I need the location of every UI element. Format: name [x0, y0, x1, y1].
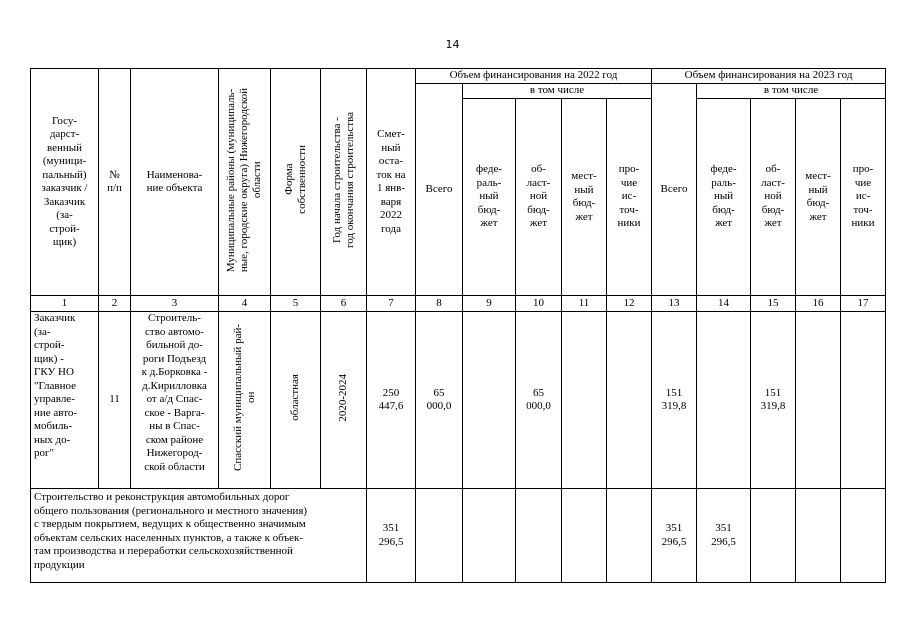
header-total-2023: Всего	[652, 84, 697, 296]
header-total-2022: Всего	[416, 84, 463, 296]
cell-municipality: Спасский муниципальный рай- он	[219, 312, 271, 489]
header-customer: Госу- дарст- венный (муници- пальный) заказчик / Заказчик (за- строй- щик)	[31, 69, 99, 296]
column-number: 11	[562, 296, 607, 312]
cell-other-2023	[841, 312, 886, 489]
cell-total-2023: 151 319,8	[652, 312, 697, 489]
header-num: № п/п	[99, 69, 131, 296]
cell-balance: 250 447,6	[367, 312, 416, 489]
cell-federal-2023	[697, 312, 751, 489]
summary-regional-2023	[751, 489, 796, 583]
cell-regional-2023: 151 319,8	[751, 312, 796, 489]
cell-years: 2020-2024	[321, 312, 367, 489]
column-number: 17	[841, 296, 886, 312]
column-numbers-row	[31, 296, 886, 312]
header-regional-2022: об- ласт- ной бюд- жет	[516, 99, 562, 296]
financing-table	[30, 68, 886, 583]
summary-other-2023	[841, 489, 886, 583]
cell-local-2022	[562, 312, 607, 489]
summary-total-2023: 351 296,5	[652, 489, 697, 583]
cell-object-name: Строитель- ство автомо- бильной до- роги Подъезд к д.Борковка - д.Кирилловка от а/д Спас- ское - Варга- ны в Спас- ском районе Нижегород- ской области	[131, 312, 219, 489]
cell-customer: Заказчик (за- строй- щик) - ГКУ НО "Главное управле- ние авто- мобиль- ных до- рог"	[31, 312, 99, 489]
column-number: 3	[131, 296, 219, 312]
summary-regional-2022	[516, 489, 562, 583]
header-object-name: Наименова- ние объекта	[131, 69, 219, 296]
cell-federal-2022	[463, 312, 516, 489]
summary-row	[31, 489, 886, 583]
header-balance: Смет- ный оста- ток на 1 янв- варя 2022 года	[367, 69, 416, 296]
header-federal-2023: феде- раль- ный бюд- жет	[697, 99, 751, 296]
column-number: 12	[607, 296, 652, 312]
summary-label: Строительство и реконструкция автомобильных дорог общего пользования (регионального и местного значения) с твердым покрытием, ведущих к общественно значимым объектам сельских населенных пунктов, а также к объек- там производства и переработки сельскохозяйственной продукции	[31, 489, 367, 583]
column-number: 8	[416, 296, 463, 312]
summary-federal-2022	[463, 489, 516, 583]
header-including-2022: в том числе	[463, 84, 652, 99]
cell-num: 11	[99, 312, 131, 489]
header-municipality: Муниципальные районы (муниципаль- ные, городские округа) Нижегородской области	[219, 69, 271, 296]
summary-balance: 351 296,5	[367, 489, 416, 583]
header-federal-2022: феде- раль- ный бюд- жет	[463, 99, 516, 296]
summary-local-2023	[796, 489, 841, 583]
header-other-2023: про- чие ис- точ- ники	[841, 99, 886, 296]
column-number: 2	[99, 296, 131, 312]
column-number: 13	[652, 296, 697, 312]
page-number: 14	[445, 38, 460, 51]
header-including-2023: в том числе	[697, 84, 886, 99]
column-number: 10	[516, 296, 562, 312]
table-row	[31, 312, 886, 489]
header-fin-2023: Объем финансирования на 2023 год	[652, 69, 886, 84]
summary-total-2022	[416, 489, 463, 583]
cell-local-2023	[796, 312, 841, 489]
column-number: 5	[271, 296, 321, 312]
header-fin-2022: Объем финансирования на 2022 год	[416, 69, 652, 84]
column-number: 16	[796, 296, 841, 312]
column-number: 7	[367, 296, 416, 312]
header-ownership: Форма собственности	[271, 69, 321, 296]
header-regional-2023: об- ласт- ной бюд- жет	[751, 99, 796, 296]
header-years: Год начала строительства - год окончания строительства	[321, 69, 367, 296]
cell-other-2022	[607, 312, 652, 489]
column-number: 15	[751, 296, 796, 312]
column-number: 4	[219, 296, 271, 312]
column-number: 1	[31, 296, 99, 312]
header-local-2023: мест- ный бюд- жет	[796, 99, 841, 296]
cell-ownership: областная	[271, 312, 321, 489]
column-number: 9	[463, 296, 516, 312]
header-local-2022: мест- ный бюд- жет	[562, 99, 607, 296]
column-number: 14	[697, 296, 751, 312]
header-other-2022: про- чие ис- точ- ники	[607, 99, 652, 296]
cell-total-2022: 65 000,0	[416, 312, 463, 489]
column-number: 6	[321, 296, 367, 312]
summary-local-2022	[562, 489, 607, 583]
cell-regional-2022: 65 000,0	[516, 312, 562, 489]
summary-federal-2023: 351 296,5	[697, 489, 751, 583]
summary-other-2022	[607, 489, 652, 583]
